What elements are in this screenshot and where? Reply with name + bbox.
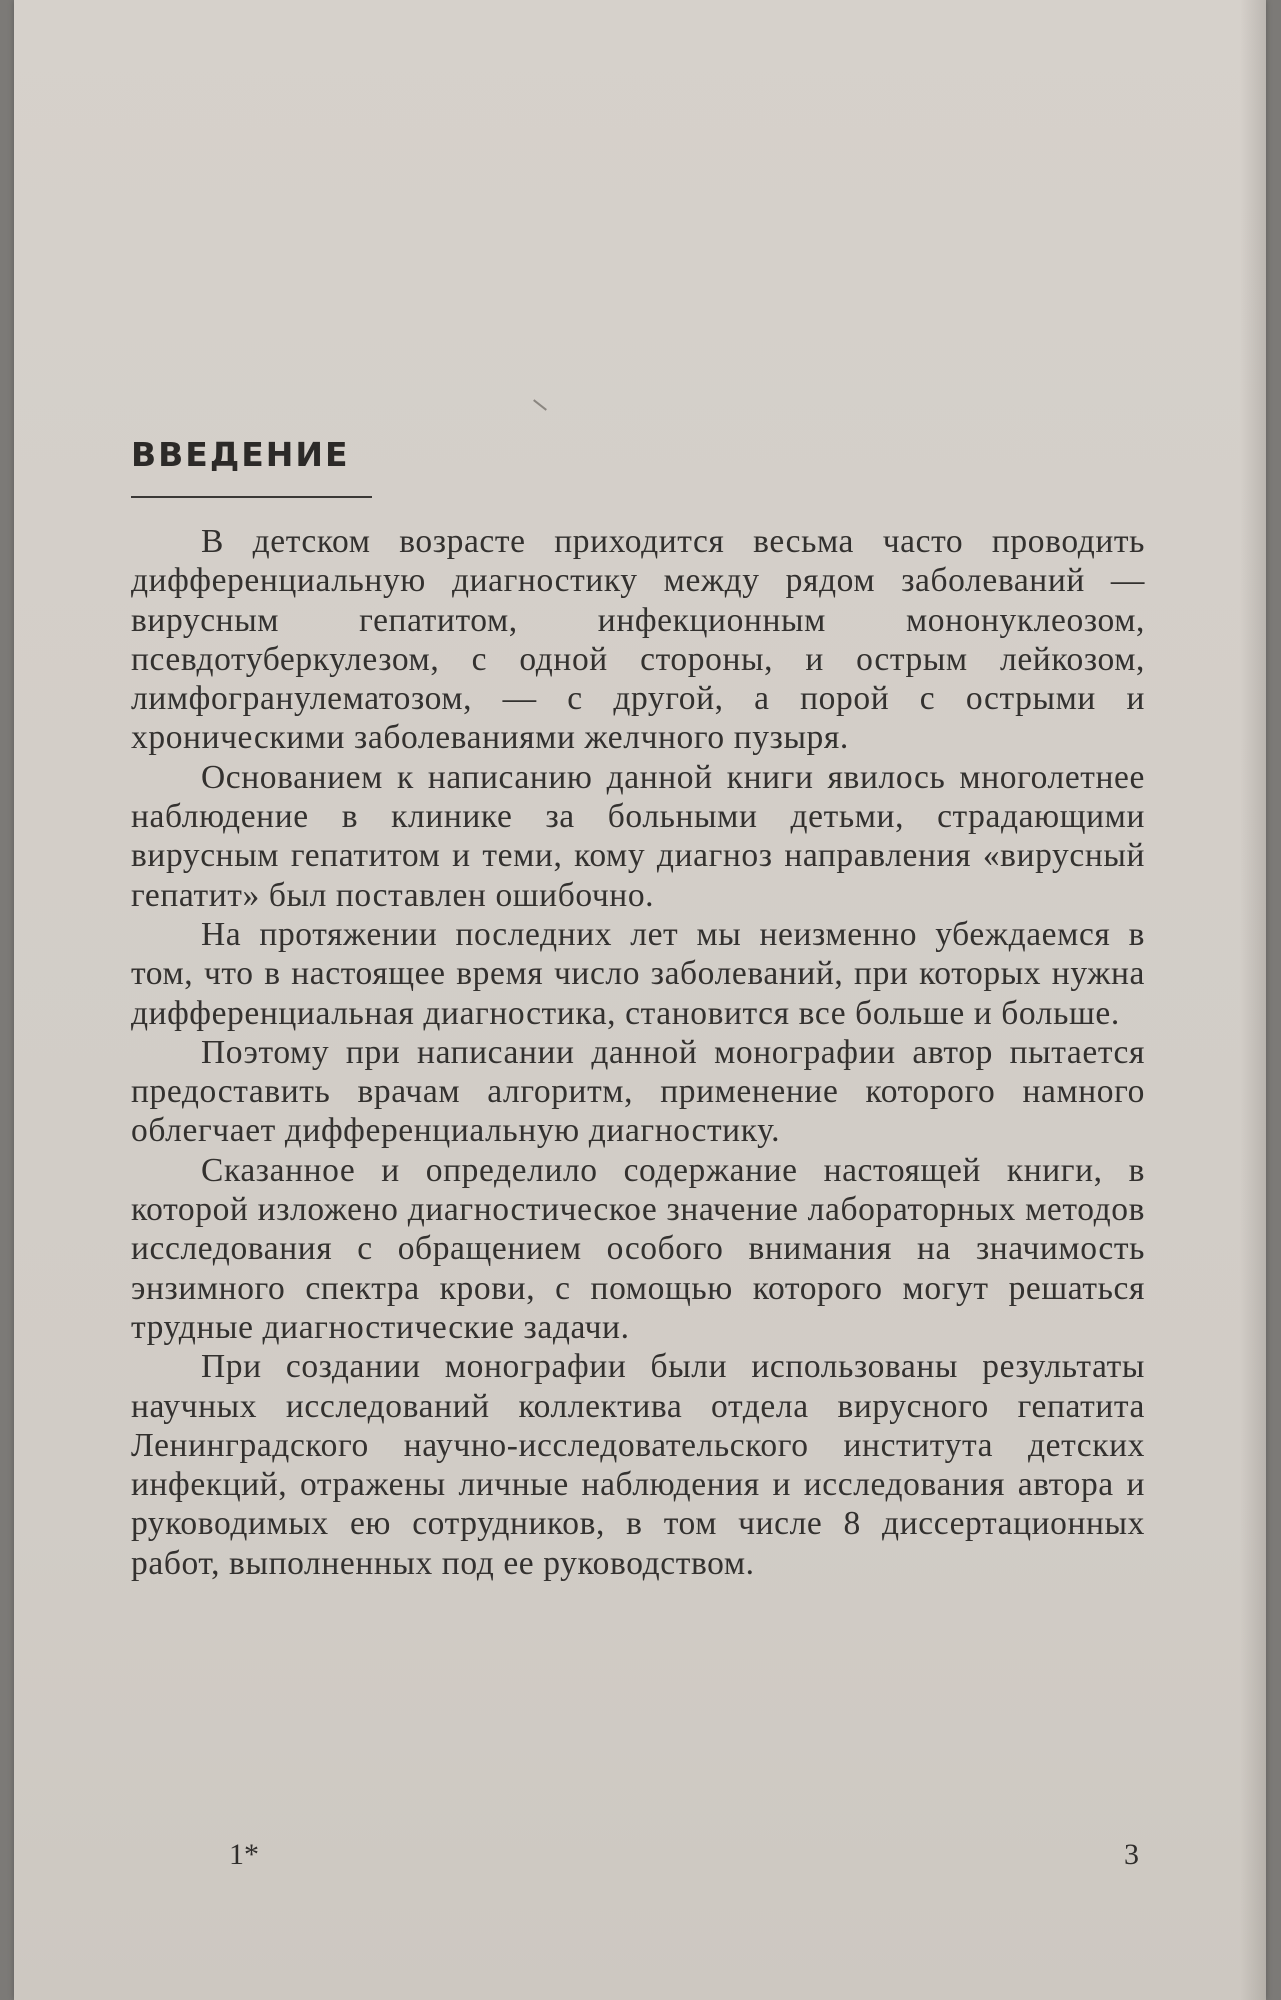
paper-speck xyxy=(533,399,547,410)
heading-underline xyxy=(131,496,372,498)
paragraph: На протяжении последних лет мы неизменно убеждаемся в том, что в настоящее время число заболеваний, при которых нужна дифференциальная диагностика, становится все больше и больше. xyxy=(131,915,1145,1032)
paragraph: В детском возрасте приходится весьма часто проводить дифференциальную диагностику между рядом заболеваний — вирусным гепатитом, инфекционным мононуклеозом, псевдотуберкулезом, с одной стороны, и острым лейкозом, лимфогранулематозом, — с другой, а порой с острыми и хроническими заболеваниями желчного пузыря. xyxy=(131,523,1145,757)
paragraph: Поэтому при написании данной монографии автор пытается предоставить врачам алгоритм, применение которого намного облегчает дифференциальную диагностику. xyxy=(131,1033,1145,1150)
paragraph: Основанием к написанию данной книги явилось многолетнее наблюдение в клинике за больными детьми, страдающими вирусным гепатитом и теми, кому диагноз направления «вирусный гепатит» был поставлен ошибочно. xyxy=(131,758,1145,914)
section-heading: ВВЕДЕНИЕ xyxy=(131,435,350,474)
signature-mark: 1* xyxy=(229,1838,259,1871)
page-number: 3 xyxy=(1124,1838,1139,1871)
paragraph: При создании монографии были использованы результаты научных исследований коллектива отдела вирусного гепатита Ленинградского научно-исследовательского института детских инфекций, отражены личные наблюдения и исследования автора и руководимых ею сотрудников, в том числе 8 диссертационных работ, выполненных под ее руководством. xyxy=(131,1348,1145,1582)
body-text xyxy=(131,522,1145,1583)
paragraph: Сказанное и определило содержание настоящей книги, в которой изложено диагностическое значение лабораторных методов исследования с обращением особого внимания на значимость энзимного спектра крови, с помощью которого могут решаться трудные диагностические задачи. xyxy=(131,1151,1145,1346)
book-page xyxy=(14,0,1266,2000)
